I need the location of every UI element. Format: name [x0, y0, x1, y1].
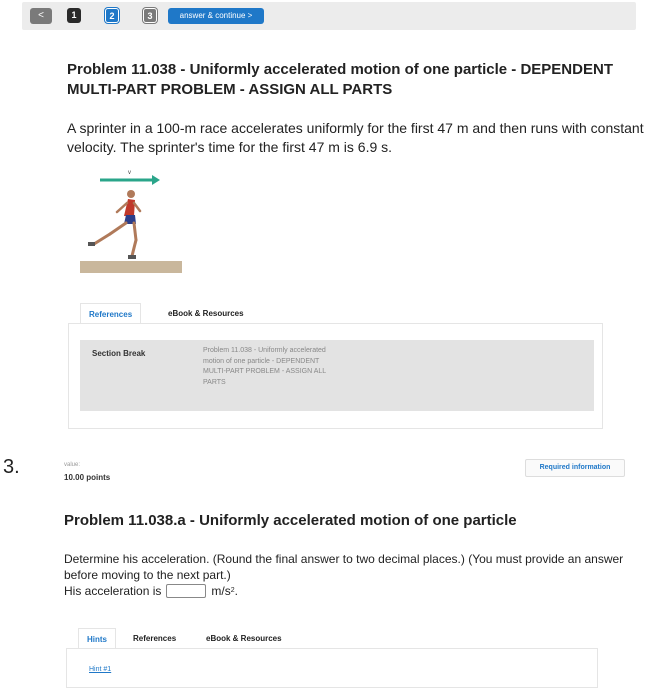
hint-panel: [66, 648, 598, 688]
back-button[interactable]: <: [30, 8, 52, 24]
part-title: Problem 11.038.a - Uniformly accelerated motion of one particle: [64, 512, 517, 529]
step-1-button[interactable]: 1: [67, 8, 81, 23]
hint-tabs: [78, 628, 378, 648]
section-break-text: Problem 11.038 - Uniformly accelerated motion of one particle - DEPENDENT MULTI-PART PROBLEM - ASSIGN ALL PARTS: [203, 347, 326, 386]
required-information-button[interactable]: Required information: [525, 459, 625, 477]
section-break-box: [80, 340, 594, 411]
hint-1-link[interactable]: Hint #1: [89, 666, 112, 673]
answer-line: [64, 583, 238, 599]
problem-title: Problem 11.038 - Uniformly accelerated motion of one particle - DEPENDENT MULTI-PART PROBLEM - ASSIGN ALL PARTS: [67, 61, 613, 98]
value-label: value:: [64, 462, 81, 468]
part-instructions: Determine his acceleration. (Round the final answer to two decimal places.) (You must provide an answer before moving to the next part.): [64, 552, 624, 582]
velocity-label: v: [128, 170, 131, 176]
tab-references[interactable]: References: [80, 303, 141, 325]
section-break-label: Section Break: [92, 349, 146, 358]
reference-panel: [68, 323, 603, 429]
sprinter-illustration: [80, 168, 182, 276]
tab-references-2[interactable]: References: [133, 634, 177, 643]
tab-hints[interactable]: Hints: [78, 628, 116, 650]
tab-ebook-resources[interactable]: eBook & Resources: [168, 309, 244, 318]
points-value: 10.00 points: [64, 473, 111, 482]
answer-unit: m/s: [211, 584, 231, 598]
question-number: 3.: [3, 456, 20, 478]
problem-statement: A sprinter in a 100-m race accelerates uniformly for the first 47 m and then runs with constant velocity. The sprinter's time for the first 47 m is 6.9 s.: [67, 120, 644, 155]
step-2-button[interactable]: 2: [105, 8, 119, 23]
step-3-button[interactable]: 3: [143, 8, 157, 23]
tab-ebook-resources-2[interactable]: eBook & Resources: [206, 634, 282, 643]
acceleration-input[interactable]: [166, 584, 206, 598]
assignment-nav-bar: [22, 2, 636, 30]
answer-suffix: .: [234, 584, 238, 598]
answer-continue-button[interactable]: answer & continue >: [168, 8, 264, 24]
reference-tabs: [80, 303, 600, 323]
answer-unit-exponent: 2: [230, 587, 235, 594]
answer-prefix: His acceleration is: [64, 584, 162, 598]
sprinter-figure: [80, 168, 182, 276]
